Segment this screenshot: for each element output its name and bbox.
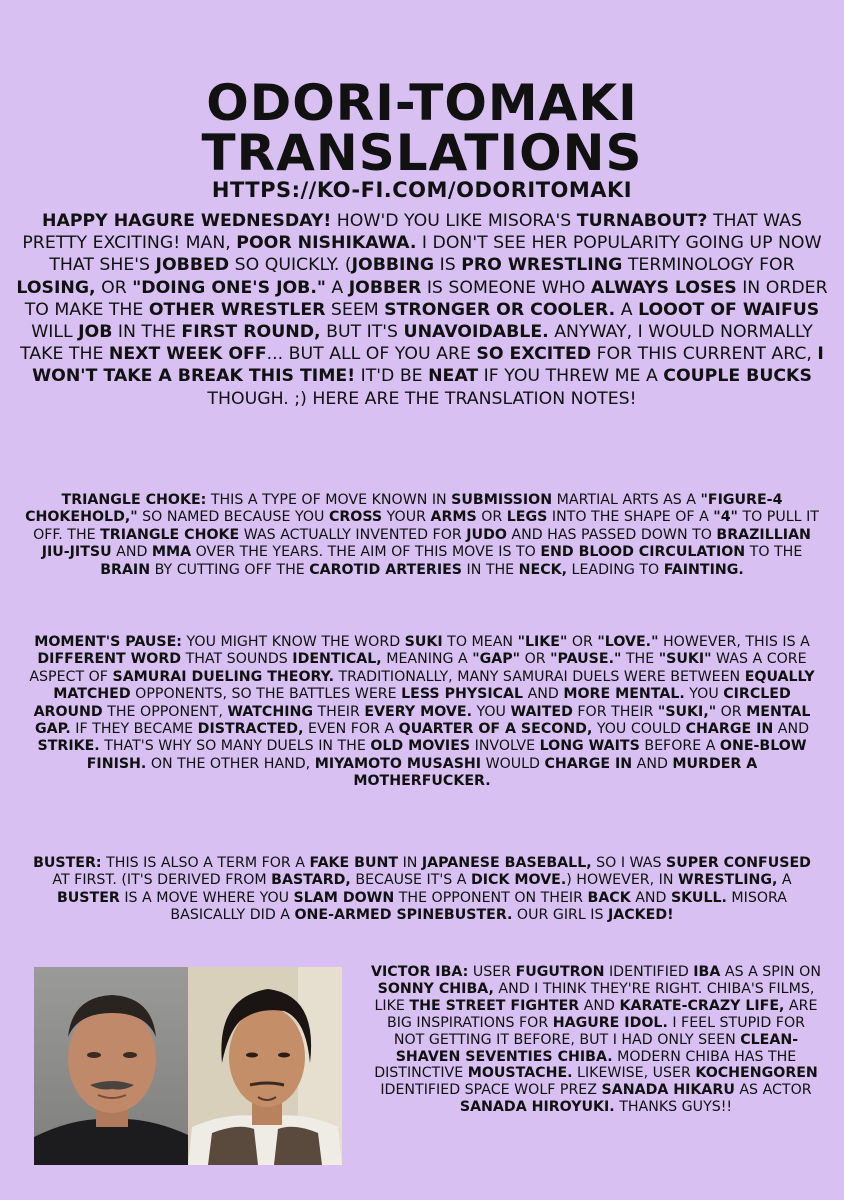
body-text: THE OPPONENT ON THEIR [394, 889, 588, 906]
body-text: OR [95, 277, 133, 298]
emphasis-text: UNAVOIDABLE. [403, 322, 549, 343]
body-text: YOU [684, 686, 724, 703]
emphasis-text: OLD MOVIES [370, 738, 471, 755]
body-text: AND [630, 889, 671, 906]
body-text: MISORA BASICALLY DID A [170, 889, 788, 924]
body-text: MARTIAL ARTS AS A [552, 492, 701, 508]
body-text: WAS A CORE ASPECT OF [29, 651, 807, 685]
actor-photos [34, 967, 342, 1165]
emphasis-text: "SUKI," [657, 703, 717, 720]
emphasis-text: WAITED [510, 703, 573, 720]
body-text: BY CUTTING OFF THE [150, 561, 310, 578]
body-text: YOU COULD [592, 721, 686, 738]
body-text: THE [621, 651, 659, 668]
body-text: OVER THE YEARS. THE AIM OF THIS MOVE IS TO [191, 544, 541, 561]
body-text: TO MEAN [442, 634, 518, 650]
emphasis-text: ONE-ARMED SPINEBUSTER. [294, 907, 513, 924]
kofi-url[interactable]: HTTPS://KO-FI.COM/ODORITOMAKI [211, 178, 633, 202]
body-text: THANKS GUYS!! [614, 1099, 733, 1116]
emphasis-text: SONNY CHIBA, [377, 980, 494, 997]
note-triangle-choke [24, 492, 820, 579]
emphasis-text: FIRST ROUND, [181, 322, 321, 343]
emphasis-text: DIFFERENT WORD [37, 651, 182, 668]
emphasis-text: POOR NISHIKAWA. [236, 233, 417, 254]
emphasis-text: LOSING, [16, 277, 96, 298]
emphasis-text: NEXT WEEK OFF [108, 344, 267, 365]
emphasis-text: "SUKI" [658, 651, 712, 668]
emphasis-text: CROSS [328, 509, 383, 526]
body-text: THAT SOUNDS [181, 651, 293, 668]
body-text: ANYWAY, I WOULD NORMALLY TAKE THE [20, 322, 813, 365]
emphasis-text: VICTOR IBA: [371, 964, 469, 980]
body-text: FOR THIS CURRENT ARC, [591, 344, 818, 365]
emphasis-text: SO EXCITED [476, 344, 592, 365]
body-text: BEFORE A [639, 738, 720, 755]
photo-sanada-hiroyuki [188, 967, 342, 1165]
body-text: TERMINOLOGY FOR [622, 255, 795, 276]
emphasis-text: QUARTER OF A SECOND, [398, 721, 593, 738]
body-text: A [325, 277, 349, 298]
note-victor-iba [370, 964, 822, 1116]
emphasis-text: EQUALLY MATCHED [53, 668, 815, 703]
body-text: AS ACTOR [734, 1082, 812, 1099]
body-text: WAS ACTUALLY INVENTED FOR [239, 526, 467, 543]
emphasis-text: "LOVE." [597, 634, 659, 650]
body-text: IN [398, 855, 422, 871]
emphasis-text: SANADA HIROYUKI. [459, 1099, 615, 1116]
body-text: OR [520, 651, 551, 668]
emphasis-text: JACKED! [608, 907, 674, 924]
body-text: IN THE [462, 561, 519, 578]
emphasis-text: BUSTER [56, 889, 120, 906]
note-moments-pause [24, 634, 820, 791]
body-text: AND [632, 755, 673, 772]
emphasis-text: JUDO [466, 526, 507, 543]
body-text: OR [567, 634, 598, 650]
body-text: YOU [471, 703, 511, 720]
body-text: OR [476, 509, 507, 526]
emphasis-text: HAPPY HAGURE WEDNESDAY! [42, 211, 332, 231]
body-text: SO NAMED BECAUSE YOU [137, 509, 329, 526]
emphasis-text: NEAT [428, 366, 479, 387]
emphasis-text: WATCHING [227, 703, 313, 720]
body-text: A [777, 872, 792, 889]
emphasis-text: IBA [693, 964, 721, 980]
emphasis-text: BRAIN [100, 561, 151, 578]
emphasis-text: JOBBED [155, 255, 230, 276]
emphasis-text: MORE MENTAL. [563, 686, 685, 703]
body-text: USER [468, 964, 516, 980]
emphasis-text: SANADA HIKARU [601, 1082, 735, 1099]
emphasis-text: KARATE-CRAZY LIFE, [619, 997, 785, 1014]
emphasis-text: NECK, [518, 561, 568, 578]
body-text: OPPONENTS, SO THE BATTLES WERE [130, 686, 402, 703]
emphasis-text: I WON'T TAKE A BREAK THIS TIME! [32, 344, 824, 387]
body-text: SO I WAS [591, 855, 666, 871]
body-text: IN ORDER TO MAKE THE [24, 277, 828, 320]
emphasis-text: STRONGER OR COOLER. [384, 299, 616, 320]
page-title: ODORI-TOMAKI TRANSLATIONS [201, 74, 643, 182]
emphasis-text: SUBMISSION [451, 492, 553, 508]
body-text: MODERN CHIBA HAS THE DISTINCTIVE [374, 1048, 797, 1082]
body-text: THAT'S WHY SO MANY DUELS IN THE [99, 738, 371, 755]
body-text: AND [111, 544, 152, 561]
emphasis-text: OTHER WRESTLER [148, 299, 326, 320]
emphasis-text: "FIGURE-4 CHOKEHOLD," [25, 492, 783, 526]
emphasis-text: MIYAMOTO MUSASHI [314, 755, 482, 772]
emphasis-text: STRIKE. [37, 738, 100, 755]
emphasis-text: CIRCLED AROUND [33, 686, 791, 720]
emphasis-text: ARMS [430, 509, 477, 526]
body-text: BECAUSE IT'S A [350, 872, 471, 889]
emphasis-text: JOB [78, 322, 113, 343]
emphasis-text: SKULL. [670, 889, 727, 906]
emphasis-text: WRESTLING, [678, 872, 778, 889]
body-text: WILL [31, 322, 79, 343]
body-text: THAT WAS PRETTY EXCITING! MAN, [22, 211, 802, 254]
body-text: FOR THEIR [572, 703, 658, 720]
body-text: HOWEVER, THIS IS A [658, 634, 810, 650]
body-text: IDENTIFIED SPACE WOLF PREZ [380, 1082, 602, 1099]
body-text: AND [773, 721, 810, 738]
body-text: IS [434, 255, 462, 276]
emphasis-text: JOBBER [348, 277, 422, 298]
emphasis-text: "LIKE" [517, 634, 568, 650]
body-text: AND I THINK THEY'RE RIGHT. CHIBA'S FILMS, LIKE [374, 980, 815, 1014]
body-text: AND [523, 686, 564, 703]
body-text: YOUR [382, 509, 431, 526]
body-text: THEIR [313, 703, 365, 720]
emphasis-text: FUGUTRON [515, 964, 605, 980]
body-text: OR [716, 703, 747, 720]
body-text: LEADING TO [567, 561, 664, 578]
note-buster [24, 855, 820, 925]
emphasis-text: MURDER A MOTHERFUCKER. [353, 755, 758, 790]
body-text: WOULD [481, 755, 545, 772]
emphasis-text: FAKE BUNT [309, 855, 399, 871]
body-text: IF YOU THREW ME A [478, 366, 664, 387]
body-text: TO PULL IT OFF. THE [33, 509, 819, 543]
emphasis-text: LOOOT OF WAIFUS [638, 299, 820, 320]
emphasis-text: BACK [587, 889, 631, 906]
body-text: IF THEY BECAME [70, 721, 198, 738]
body-text: I DON'T SEE HER POPULARITY GOING UP NOW THAT SHE'S [49, 233, 822, 276]
body-text: THE OPPONENT, [102, 703, 228, 720]
emphasis-text: MOMENT'S PAUSE: [34, 634, 182, 650]
emphasis-text: CAROTID ARTERIES [309, 561, 463, 578]
body-text: TO THE [745, 544, 803, 561]
body-text: AND HAS PASSED DOWN TO [506, 526, 717, 543]
emphasis-text: CHARGE IN [544, 755, 633, 772]
emphasis-text: ALWAYS LOSES [590, 277, 737, 298]
emphasis-text: PRO WRESTLING [461, 255, 623, 276]
body-text: IT'D BE [355, 366, 429, 387]
body-text: EVEN FOR A [303, 721, 399, 738]
emphasis-text: TRIANGLE CHOKE: [61, 492, 207, 508]
emphasis-text: "DOING ONE'S JOB." [132, 277, 326, 298]
body-text: SO QUICKLY. ( [229, 255, 352, 276]
body-text: AS A SPIN ON [720, 964, 821, 980]
photo-sonny-chiba [34, 967, 188, 1165]
body-text: ON THE OTHER HAND, [146, 755, 315, 772]
emphasis-text: SUKI [404, 634, 443, 650]
body-text: IS SOMEONE WHO [421, 277, 591, 298]
emphasis-text: SUPER CONFUSED [665, 855, 811, 871]
emphasis-text: HAGURE IDOL. [552, 1014, 668, 1031]
emphasis-text: MMA [151, 544, 192, 561]
body-text: HOW'D YOU LIKE MISORA'S [331, 211, 577, 231]
emphasis-text: DICK MOVE. [471, 872, 567, 889]
body-text: ) HOWEVER, IN [566, 872, 678, 889]
emphasis-text: KOCHENGOREN [695, 1065, 818, 1082]
body-text: LIKEWISE, USER [572, 1065, 696, 1082]
emphasis-text: LESS PHYSICAL [401, 686, 524, 703]
emphasis-text: LEGS [506, 509, 548, 526]
body-text: OUR GIRL IS [512, 907, 608, 924]
emphasis-text: JOBBING [351, 255, 435, 276]
body-text: AT FIRST. (IT'S DERIVED FROM [52, 872, 272, 889]
body-text: BUT IT'S [320, 322, 404, 343]
emphasis-text: SLAM DOWN [293, 889, 395, 906]
body-text: I FEEL STUPID FOR NOT GETTING IT BEFORE, BUT I HAD ONLY SEEN [393, 1014, 805, 1048]
emphasis-text: CLEAN-SHAVEN SEVENTIES CHIBA. [395, 1031, 799, 1065]
emphasis-text: IDENTICAL, [292, 651, 382, 668]
emphasis-text: TURNABOUT? [576, 211, 708, 231]
emphasis-text: JAPANESE BASEBALL, [421, 855, 592, 871]
body-text: ARE BIG INSPIRATIONS FOR [387, 997, 818, 1031]
body-text: ... BUT ALL OF YOU ARE [266, 344, 477, 365]
emphasis-text: MENTAL GAP. [34, 703, 811, 738]
body-text: A [615, 299, 639, 320]
emphasis-text: BASTARD, [271, 872, 351, 889]
body-text: IS A MOVE WHERE YOU [119, 889, 294, 906]
emphasis-text: END BLOOD CIRCULATION [540, 544, 746, 561]
body-text: INTO THE SHAPE OF A [547, 509, 714, 526]
body-text: THIS IS ALSO A TERM FOR A [101, 855, 310, 871]
emphasis-text: MOUSTACHE. [467, 1065, 573, 1082]
emphasis-text: TRIANGLE CHOKE [100, 526, 240, 543]
body-text: THOUGH. ;) HERE ARE THE TRANSLATION NOTES! [207, 388, 637, 409]
emphasis-text: "PAUSE." [550, 651, 622, 668]
emphasis-text: LONG WAITS [539, 738, 640, 755]
emphasis-text: THE STREET FIGHTER [409, 997, 580, 1014]
body-text: IN THE [112, 322, 182, 343]
intro-paragraph [12, 210, 832, 410]
emphasis-text: COUPLE BUCKS [663, 366, 812, 387]
body-text: TRADITIONALLY, MANY SAMURAI DUELS WERE BETWEEN [333, 668, 745, 685]
emphasis-text: "4" [713, 509, 738, 526]
body-text: INVOLVE [470, 738, 540, 755]
body-text: IDENTIFIED [604, 964, 694, 980]
emphasis-text: BUSTER: [33, 855, 102, 871]
emphasis-text: ONE-BLOW FINISH. [86, 738, 807, 772]
emphasis-text: "GAP" [472, 651, 521, 668]
body-text: YOU MIGHT KNOW THE WORD [182, 634, 405, 650]
emphasis-text: EVERY MOVE. [364, 703, 472, 720]
emphasis-text: CHARGE IN [685, 721, 774, 738]
emphasis-text: SAMURAI DUELING THEORY. [112, 668, 334, 685]
emphasis-text: FAINTING. [663, 561, 744, 578]
emphasis-text: BRAZILLIAN JIU-JITSU [41, 526, 811, 561]
body-text: SEEM [325, 299, 385, 320]
emphasis-text: DISTRACTED, [197, 721, 304, 738]
body-text: AND [579, 997, 620, 1014]
body-text: THIS A TYPE OF MOVE KNOWN IN [206, 492, 452, 508]
body-text: MEANING A [381, 651, 473, 668]
